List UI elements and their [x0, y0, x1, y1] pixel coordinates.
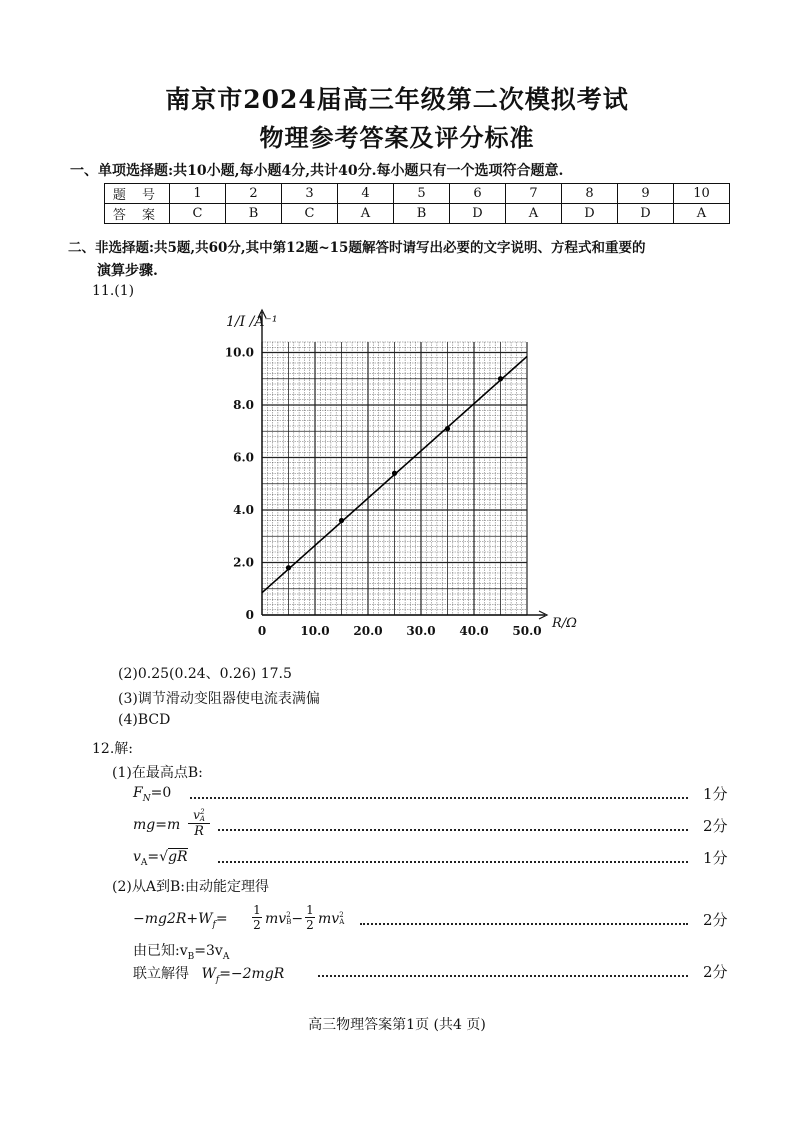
solve-w: W: [201, 966, 216, 982]
x-tick-label: 20.0: [353, 624, 383, 638]
answer-cell: D: [562, 204, 618, 224]
answer-cell: D: [450, 204, 506, 224]
y-tick-label: 2.0: [233, 555, 254, 570]
x-tick-label: 30.0: [406, 624, 436, 638]
chart-marks: [262, 356, 527, 592]
solution-line: [133, 963, 284, 985]
question-number: 10: [674, 184, 730, 204]
eq4-half-2: [305, 903, 315, 932]
y-tick-label: 6.0: [233, 450, 254, 465]
question-number: 8: [562, 184, 618, 204]
equation-work-energy: [133, 911, 228, 930]
answer-cell: A: [506, 204, 562, 224]
chart-ticks: [225, 346, 542, 639]
fit-line: [262, 356, 527, 592]
score: 1分: [703, 849, 728, 867]
eq3-subscript: A: [140, 857, 148, 868]
q11-part4: (4)BCD: [118, 712, 171, 728]
eq3-equals: =: [147, 849, 160, 865]
question-number: 2: [226, 184, 282, 204]
given-sub2: A: [222, 951, 230, 962]
eq2-numerator: v: [193, 808, 200, 822]
y-axis-label: 1/I /A⁻¹: [226, 314, 278, 330]
eq4-term1-sub: B: [286, 918, 292, 926]
score: 2分: [703, 911, 728, 929]
eq4-half-1: [252, 903, 262, 932]
eq4-term2-sup: 2: [339, 911, 344, 919]
q12-label: 12.解:: [92, 741, 133, 757]
x-tick-label: 10.0: [300, 624, 330, 638]
half-denominator: 2: [253, 918, 261, 932]
y-tick-label: 4.0: [233, 503, 254, 517]
question-number: 6: [450, 184, 506, 204]
eq4-term2: [318, 911, 344, 927]
chart-axis-labels: [226, 314, 577, 631]
given-mid: =3v: [194, 943, 223, 959]
answer-cell: C: [282, 204, 338, 224]
score: 2分: [703, 817, 728, 835]
eq2-subscript: A: [199, 814, 205, 823]
y-tick-label: 10.0: [224, 345, 254, 360]
question-number: 7: [506, 184, 562, 204]
page-footer: 高三物理答案第1页 (共4 页): [308, 1017, 486, 1033]
half-numerator: 1: [253, 903, 261, 917]
x-axis-label: R/Ω: [552, 616, 577, 631]
equation-normal-force: [133, 785, 171, 804]
data-point: [498, 376, 503, 381]
x-tick-label: 50.0: [512, 624, 542, 638]
half-denominator: 2: [306, 918, 314, 932]
chart-grid: [262, 342, 527, 615]
score: 2分: [703, 963, 728, 981]
row-label-answer: 答 案: [105, 204, 170, 224]
eq3-radicand: gR: [168, 849, 188, 865]
given-sub1: B: [187, 951, 195, 962]
question-number: 4: [338, 184, 394, 204]
chart-axes: [258, 310, 547, 619]
x-tick-label: 0: [257, 624, 267, 638]
q12-part2-intro: (2)从A到B:由动能定理得: [112, 879, 269, 895]
q11-label: 11.(1): [92, 283, 135, 299]
half-numerator: 1: [306, 903, 314, 917]
leader-dots: [218, 829, 688, 831]
eq2-superscript: 2: [200, 807, 205, 816]
score: 1分: [703, 785, 728, 803]
answer-cell: D: [618, 204, 674, 224]
eq4-equals: =: [215, 911, 228, 927]
question-number: 9: [618, 184, 674, 204]
eq4-left: −mg2R+W: [133, 911, 213, 927]
sqrt-icon: √: [159, 849, 169, 865]
answer-cell: A: [338, 204, 394, 224]
eq2-fraction: [188, 808, 210, 840]
eq4-term1-mv: mv: [265, 911, 287, 927]
eq1-symbol: F: [133, 785, 143, 801]
row-label-question: 题 号: [105, 184, 170, 204]
eq4-term2-sub: A: [339, 918, 345, 926]
eq1-subscript: N: [142, 793, 151, 804]
eq4-left-subscript: f: [212, 919, 216, 930]
y-tick-label: 0: [245, 608, 254, 622]
eq2-denominator: R: [194, 823, 204, 839]
question-number: 1: [170, 184, 226, 204]
q12-part1-intro: (1)在最高点B:: [112, 765, 203, 781]
section1-heading: 一、单项选择题:共10小题,每小题4分,共计40分.每小题只有一个选项符合题意.: [70, 163, 564, 179]
equation-speed: [133, 849, 188, 868]
leader-dots: [218, 861, 688, 863]
page-title: 南京市2024届高三年级第二次模拟考试: [165, 85, 629, 114]
leader-dots: [360, 923, 688, 925]
eq3-v: v: [133, 849, 141, 865]
page-subtitle: 物理参考答案及评分标准: [259, 123, 535, 152]
x-axis-arrow-icon: [539, 611, 547, 619]
y-axis-arrow-icon: [258, 310, 266, 318]
section2-heading-line1: 二、非选择题:共5题,共60分,其中第12题~15题解答时请写出必要的文字说明、方程式和重要的: [68, 240, 646, 256]
x-tick-label: 40.0: [459, 624, 489, 638]
eq1-rest: =0: [150, 785, 172, 801]
eq4-term1: [265, 911, 303, 927]
answer-cell: B: [226, 204, 282, 224]
given-text: 由已知:v: [133, 943, 188, 959]
q11-part3: (3)调节滑动变阻器使电流表满偏: [118, 691, 320, 707]
y-tick-label: 8.0: [233, 398, 254, 412]
solve-subscript: f: [215, 974, 220, 985]
section2-heading-line2: 演算步骤.: [97, 263, 158, 279]
solve-label: 联立解得: [133, 966, 189, 982]
question-number: 5: [394, 184, 450, 204]
q11-part2: (2)0.25(0.24、0.26) 17.5: [118, 666, 292, 682]
eq4-term2-mv: mv: [318, 911, 340, 927]
eq4-term1-sup: 2: [286, 911, 291, 919]
eq2-left: mg=m: [133, 817, 181, 833]
solve-result: =−2mgR: [219, 966, 285, 982]
data-point: [339, 518, 344, 523]
leader-dots: [190, 797, 688, 799]
answer-table: [104, 183, 730, 224]
answer-row: [105, 204, 730, 224]
answer-cell: A: [674, 204, 730, 224]
given-condition: [133, 940, 229, 962]
question-number: 3: [282, 184, 338, 204]
answer-cell: C: [170, 204, 226, 224]
question-number-row: [105, 184, 730, 204]
data-point: [445, 426, 450, 431]
eq4-minus: −: [291, 911, 304, 927]
answer-cell: B: [394, 204, 450, 224]
equation-centripetal: [133, 817, 180, 833]
data-point: [392, 471, 397, 476]
data-point: [286, 565, 291, 570]
leader-dots: [318, 975, 688, 977]
